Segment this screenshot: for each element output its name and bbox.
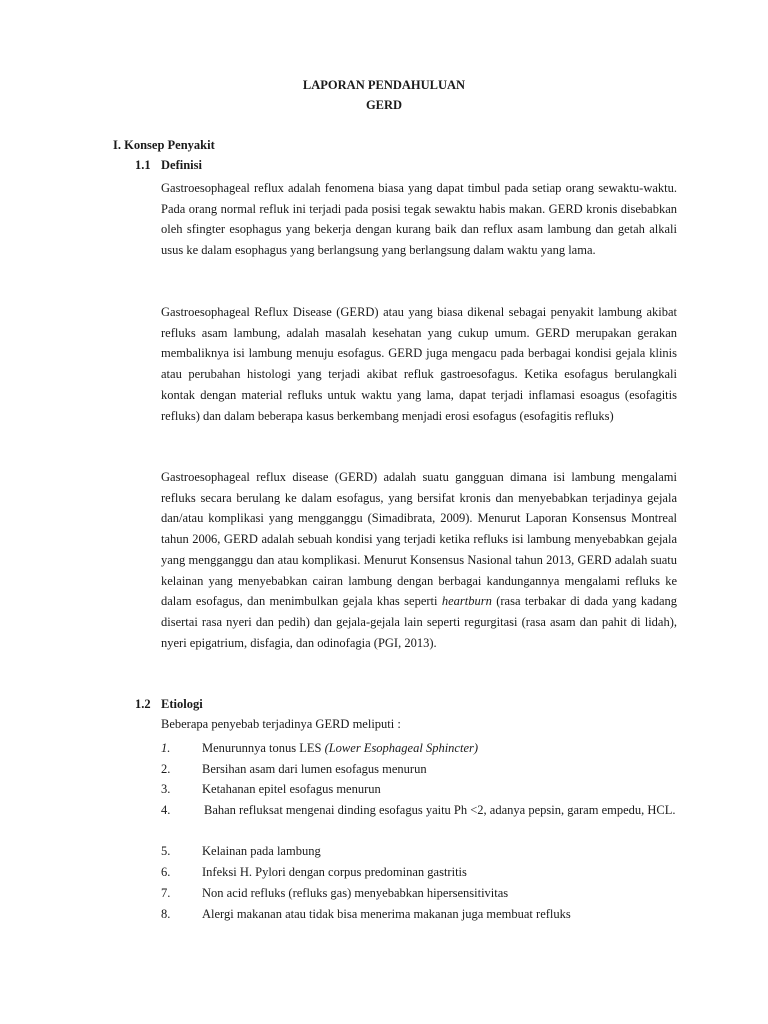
list-number: 4. xyxy=(161,803,171,818)
list-number: 3. xyxy=(161,782,171,797)
list-item xyxy=(161,779,677,800)
italic-term: heartburn xyxy=(441,594,492,609)
list-number: 7. xyxy=(161,885,171,900)
list-item xyxy=(161,800,677,841)
list-item xyxy=(161,883,677,904)
list-item xyxy=(161,759,677,780)
list-number: 5. xyxy=(161,844,171,859)
paragraph-definisi-1: Gastroesophageal reflux adalah fenomena biasa yang dapat timbul pada setiap orang sewaktu-waktu. Pada orang normal refluk ini terjadi pada posisi tegak sewaktu habis makan. GERD kronis disebabkan oleh sfingter esophagus yang bekerja dengan kurang baik dan reflux asam lambung dan getah alkali usus ke dalam esophagus yang berlangsung yang berlangsung dalam waktu yang lama. xyxy=(161,181,677,258)
list-number: 2. xyxy=(161,761,171,776)
paragraph-text: (rasa terbakar di dada yang kadang disertai rasa nyeri dan pedih) dan gejala-gejala lain seperti regurgitasi (rasa asam dan pahit di lidah), nyeri epigatrium, disfagia, dan odinofagia (PGI, 2013). xyxy=(161,594,678,650)
list-item xyxy=(161,841,677,862)
list-number: 8. xyxy=(161,906,171,921)
subsection-number: 1.1 xyxy=(135,158,151,172)
list-text xyxy=(202,738,677,759)
list-text: Ketahanan epitel esofagus menurun xyxy=(202,782,381,797)
list-item xyxy=(161,904,677,925)
document-title: LAPORAN PENDAHULUAN xyxy=(302,78,466,92)
etiologi-intro: Beberapa penyebab terjadinya GERD meliputi : xyxy=(161,717,401,731)
section-heading: I. Konsep Penyakit xyxy=(113,138,215,152)
subsection-heading-etiologi xyxy=(135,697,203,712)
etiologi-list xyxy=(161,738,677,924)
subsection-heading-definisi xyxy=(135,158,202,173)
subsection-title: Etiologi xyxy=(161,697,203,711)
italic-term: (Lower Esophageal Sphincter) xyxy=(324,741,479,755)
list-item xyxy=(161,862,677,883)
list-number: 6. xyxy=(161,865,171,880)
list-text-main: Menurunnya tonus LES xyxy=(202,741,322,755)
paragraph-text: Gastroesophageal reflux disease (GERD) adalah suatu gangguan dimana isi lambung mengalami refluks secara berulang ke dalam esofagus, yang bersifat kronis dan menyebabkan terjadinya gejala dan/atau komplikasi yang mengganggu (Simadibrata, 2009). Menurut Laporan Konsensus Montreal tahun 2006, GERD adalah sebuah kondisi yang terjadi ketika refluks isi lambung menyebabkan gejala yang mengganggu dan atau komplikasi. Menurut Konsensus Nasional tahun 2013, GERD adalah suatu kelainan yang menyebabkan cairan lambung dengan berbagai kandungannya mengalami refluks ke dalam esofagus, dan menimbulkan gejala khas seperti xyxy=(161,470,677,609)
subsection-number: 1.2 xyxy=(135,697,151,711)
list-number: 1. xyxy=(161,741,171,755)
list-text: Alergi makanan atau tidak bisa menerima makanan juga membuat refluks xyxy=(202,906,571,921)
list-text: Bahan refluksat mengenai dinding esofagus yaitu Ph <2, adanya pepsin, garam empedu, HCL. xyxy=(204,803,676,818)
list-item xyxy=(161,738,677,759)
subsection-title: Definisi xyxy=(161,158,202,172)
list-text: Bersihan asam dari lumen esofagus menurun xyxy=(202,761,427,776)
list-text: Infeksi H. Pylori dengan corpus predominan gastritis xyxy=(202,865,467,880)
paragraph-definisi-3 xyxy=(161,467,677,653)
list-text: Kelainan pada lambung xyxy=(202,844,321,859)
paragraph-definisi-2: Gastroesophageal Reflux Disease (GERD) atau yang biasa dikenal sebagai penyakit lambung akibat refluks asam lambung, adalah masalah kesehatan yang cukup umum. GERD merupakan gerakan membaliknya isi lambung menuju esofagus. GERD juga mengacu pada berbagai kondisi gejala klinis atau perubahan histologi yang terjadi akibat refluk gastroesofagus. Ketika esofagus berulangkali kontak dengan material refluks untuk waktu yang lama, dapat terjadi inflamasi esoagus (esofagitis refluks) dan dalam beberapa kasus berkembang menjadi erosi esofagus (esofagitis refluks) xyxy=(161,305,677,423)
document-subtitle: GERD xyxy=(365,98,403,112)
list-text: Non acid refluks (refluks gas) menyebabkan hipersensitivitas xyxy=(202,885,509,900)
